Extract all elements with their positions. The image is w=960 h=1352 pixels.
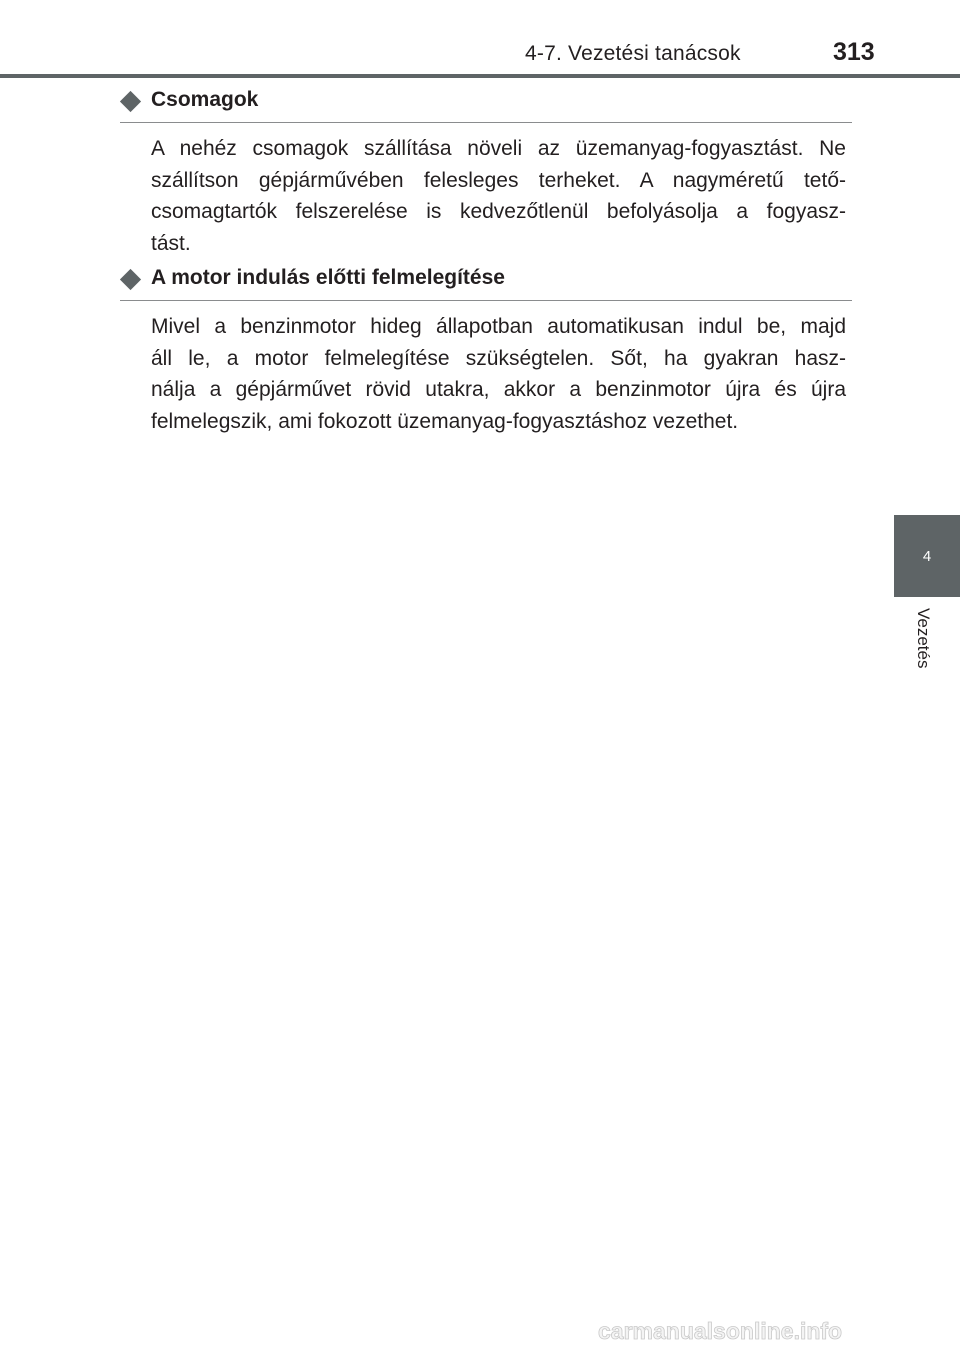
section-title: A motor indulás előtti felmelegítése [151,266,505,289]
watermark-logo [598,1318,918,1346]
text-line: áll le, a motor felmelegítése szükségtelen. Sőt, ha gyakran hasz- [151,346,846,370]
chapter-label: Vezetés [914,608,933,669]
section-title: Csomagok [151,88,259,111]
text-line: A nehéz csomagok szállítása növeli az üzemanyag-fogyasztást. Ne [151,137,846,160]
section-body [151,133,846,259]
text-line: Mivel a benzinmotor hideg állapotban automatikusan indul be, majd [151,315,846,338]
chapter-number: 4 [922,547,932,565]
section-body [151,311,846,437]
header-section-title: 4-7. Vezetési tanácsok [525,42,741,65]
text-line: tást. [151,231,191,255]
text-line: csomagtartók felszerelése is kedvezőtlenül befolyásolja a fogyasz- [151,200,846,223]
page-number: 313 [833,38,875,66]
watermark-text: carmanualsonline.info [598,1318,843,1344]
text-line: felmelegszik, ami fokozott üzemanyag-fogyasztáshoz vezethet. [151,409,739,433]
chapter-tab[interactable] [894,515,960,597]
diamond-bullet-icon [120,269,141,290]
section-heading [120,88,852,123]
header-divider [0,74,960,78]
text-line: nálja a gépjárművet rövid utakra, akkor a benzinmotor újra és újra [151,378,846,401]
diamond-bullet-icon [120,91,141,112]
text-line: szállítson gépjárművében felesleges terheket. A nagyméretű tető- [151,168,846,192]
section-heading [120,266,852,301]
